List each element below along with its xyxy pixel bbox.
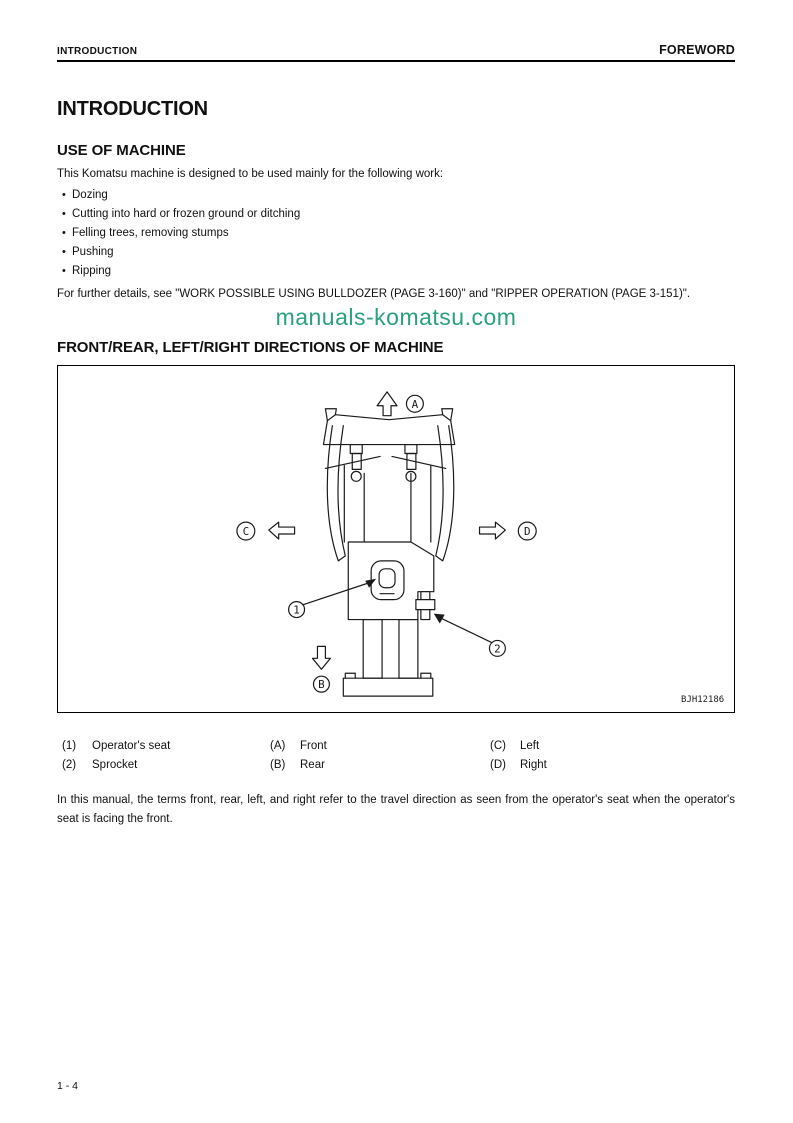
page-title: INTRODUCTION	[57, 98, 208, 120]
lift-cylinders-drawing	[350, 445, 417, 482]
rear-frame-drawing	[343, 620, 432, 697]
header-rule	[57, 60, 735, 62]
use-of-machine-intro: This Komatsu machine is designed to be used mainly for the following work:	[57, 168, 444, 180]
legend-row	[490, 740, 735, 753]
figure-drawing-code: BJH12186	[681, 695, 725, 706]
frame-rails-drawing	[344, 465, 431, 542]
work-list-item	[57, 186, 735, 205]
callout-sprocket-leader	[442, 619, 492, 643]
work-list-item	[57, 243, 735, 262]
use-of-machine-details: For further details, see "WORK POSSIBLE USING BULLDOZER (PAGE 3-160)" and "RIPPER OPERATION (PAGE 3-151)".	[57, 287, 691, 300]
frame-braces-drawing	[325, 456, 445, 468]
legend-label: Left	[520, 740, 540, 752]
watermark-text: manuals-komatsu.com	[275, 304, 517, 330]
work-list-item-label: Ripping	[72, 264, 111, 277]
legend-key: (B)	[270, 759, 286, 771]
machine-directions-figure	[57, 365, 735, 713]
legend-row	[62, 740, 270, 753]
work-list-item	[57, 205, 735, 224]
legend-row	[270, 740, 490, 753]
legend-key: (1)	[62, 740, 77, 752]
work-list-item-label: Cutting into hard or frozen ground or ditching	[72, 207, 301, 220]
work-list-item	[57, 224, 735, 243]
legend-key: (A)	[270, 740, 286, 752]
work-list	[57, 186, 735, 281]
legend-row	[62, 759, 270, 772]
rear-arrow-icon	[312, 646, 330, 669]
bullet-marker: •	[62, 188, 66, 201]
legend-column	[57, 740, 270, 778]
page-number: 1 - 4	[57, 1080, 79, 1092]
front-arrow-icon	[377, 392, 397, 416]
directions-heading: FRONT/REAR, LEFT/RIGHT DIRECTIONS OF MACHINE	[57, 339, 444, 356]
callout-seat-leader	[304, 583, 370, 605]
section-use-of-machine	[57, 142, 735, 303]
header-section-label: INTRODUCTION	[57, 46, 138, 57]
bullet-marker: •	[62, 245, 66, 258]
use-of-machine-heading: USE OF MACHINE	[57, 142, 186, 159]
page-header	[57, 0, 735, 57]
directions-note: In this manual, the terms front, rear, left, and right refer to the travel direction as seen from the operator's seat when the operator's seat is facing the front.	[57, 794, 735, 825]
callout-front-label: A	[411, 397, 419, 411]
legend-label: Rear	[300, 759, 325, 771]
header-chapter-label: FOREWORD	[659, 43, 735, 57]
machine-top-view-drawing	[58, 366, 736, 712]
callout-rear-label: B	[318, 678, 325, 692]
legend-label: Front	[300, 740, 327, 752]
sprocket-drawing	[416, 592, 435, 620]
legend-label: Operator's seat	[92, 740, 171, 752]
right-track-drawing	[436, 426, 454, 561]
callout-left-label: C	[242, 525, 250, 539]
left-track-drawing	[327, 426, 345, 561]
left-arrow-icon	[269, 522, 295, 539]
bullet-marker: •	[62, 264, 66, 277]
legend-column	[270, 740, 490, 778]
callout-seat-label: 1	[293, 603, 300, 617]
right-arrow-icon	[480, 522, 506, 539]
legend-key: (2)	[62, 759, 77, 771]
section-directions	[57, 339, 735, 828]
page-content	[57, 98, 735, 828]
legend-column	[490, 740, 735, 778]
bullet-marker: •	[62, 226, 66, 239]
work-list-item-label: Dozing	[72, 188, 108, 201]
figure-legend	[57, 740, 735, 778]
legend-row	[490, 759, 735, 772]
bullet-marker: •	[62, 207, 66, 220]
legend-label: Right	[520, 759, 547, 771]
operator-seat-drawing	[371, 561, 404, 600]
legend-label: Sprocket	[92, 759, 138, 771]
work-list-item-label: Pushing	[72, 245, 114, 258]
legend-row	[270, 759, 490, 772]
legend-key: (C)	[490, 740, 506, 752]
work-list-item-label: Felling trees, removing stumps	[72, 226, 229, 239]
callout-sprocket-label: 2	[494, 642, 501, 656]
legend-key: (D)	[490, 759, 506, 771]
callout-right-label: D	[523, 525, 531, 539]
work-list-item	[57, 262, 735, 281]
